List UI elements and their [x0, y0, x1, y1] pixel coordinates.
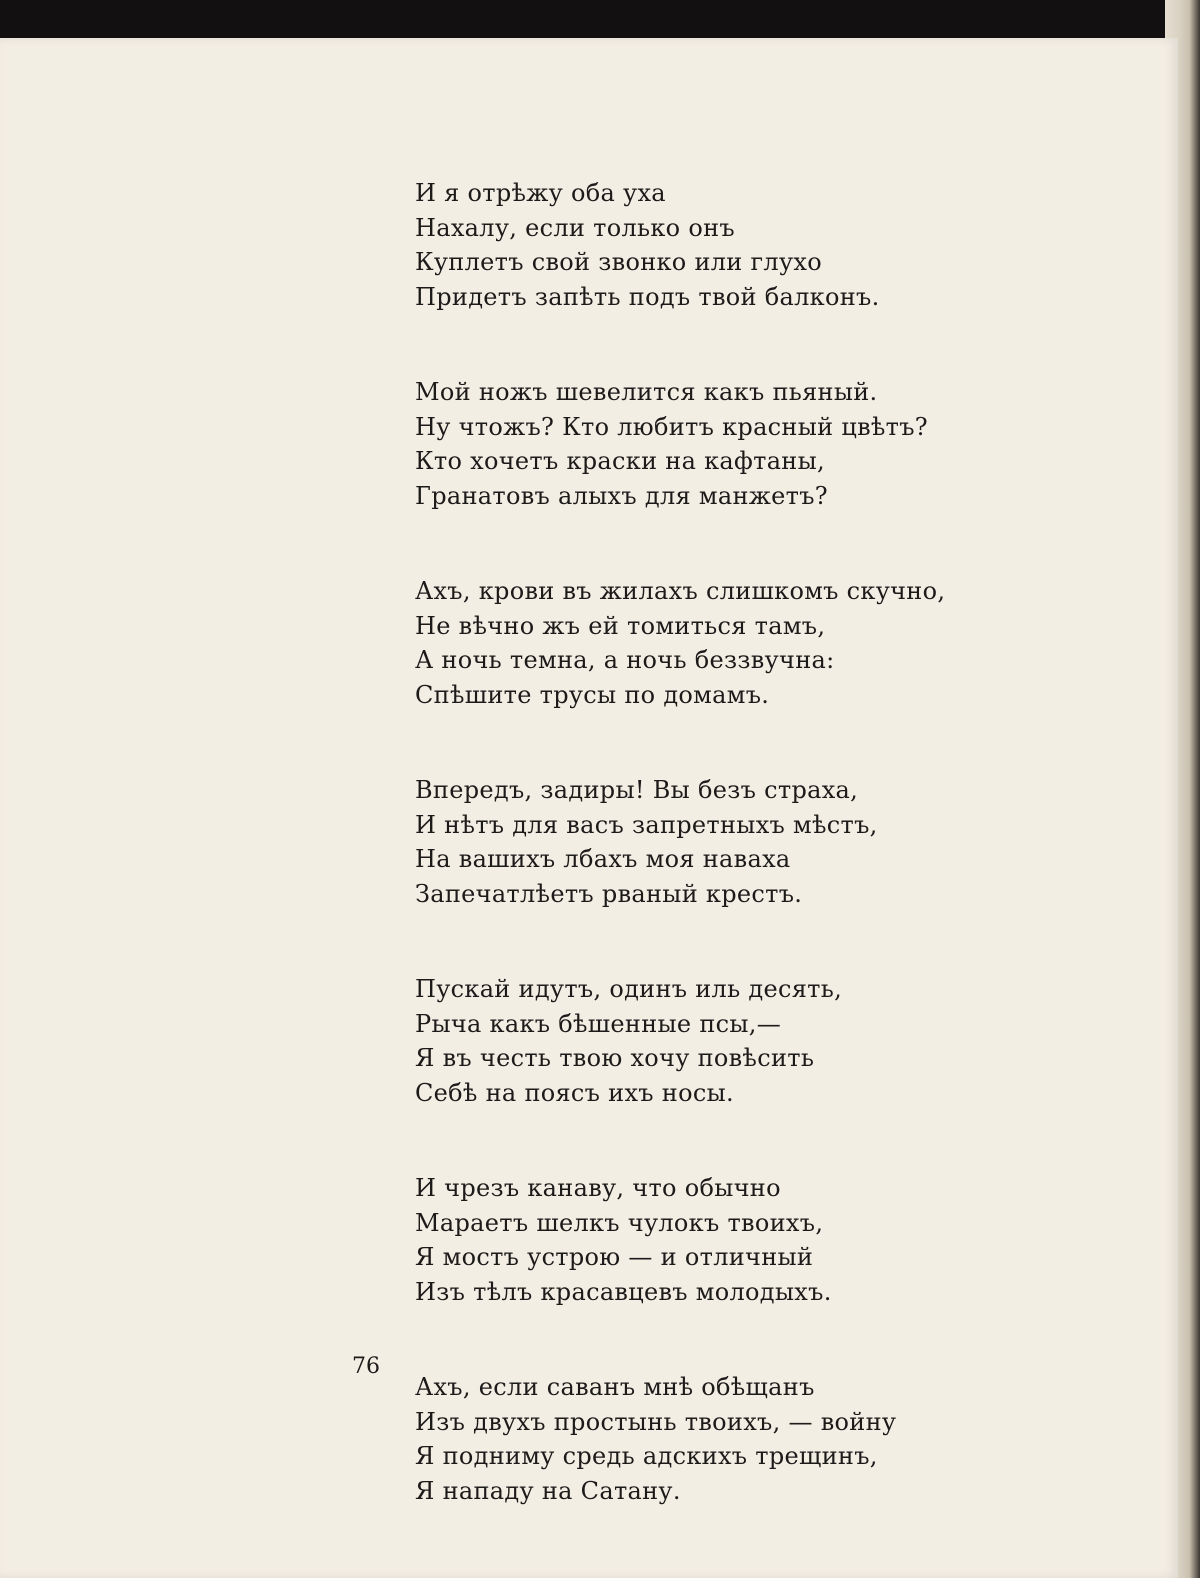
- poem-line: Куплетъ свой звонко или глухо: [415, 248, 822, 276]
- poem-line: И нѣтъ для васъ запретныхъ мѣстъ,: [415, 810, 878, 839]
- stanza: [415, 972, 1035, 1110]
- poem-line: И чрезъ канаву, что обычно: [415, 1174, 781, 1202]
- poem-line: Изъ тѣлъ красавцевъ молодыхъ.: [415, 1277, 832, 1306]
- stanza: [415, 574, 1035, 712]
- poem-line: А ночь темна, а ночь беззвучна:: [415, 646, 835, 674]
- poem-line: Ахъ, если саванъ мнѣ обѣщанъ: [415, 1373, 815, 1401]
- poem-line: Нахалу, если только онъ: [415, 213, 735, 242]
- stanza: [415, 1370, 1035, 1508]
- poem-line: Не вѣчно жъ ей томиться тамъ,: [415, 611, 826, 640]
- poem-line: Гранатовъ алыхъ для манжетъ?: [415, 481, 828, 510]
- poem-line: Пускай идутъ, одинъ иль десять,: [415, 975, 843, 1003]
- poem-line: Себѣ на поясъ ихъ носы.: [415, 1078, 734, 1107]
- stanza: [415, 375, 1035, 513]
- poem-line: Я нападу на Сатану.: [415, 1476, 681, 1505]
- poem-body: [415, 176, 1035, 1569]
- stanza: [415, 176, 1035, 314]
- poem-line: Придетъ запѣть подъ твой балконъ.: [415, 282, 880, 311]
- stanza: [415, 773, 1035, 911]
- page-number: 76: [352, 1354, 380, 1379]
- poem-line: Ну чтожъ? Кто любитъ красный цвѣтъ?: [415, 412, 928, 441]
- poem-line: Ахъ, крови въ жилахъ слишкомъ скучно,: [415, 577, 946, 605]
- poem-line: Мараетъ шелкъ чулокъ твоихъ,: [415, 1208, 824, 1237]
- poem-line: И я отрѣжу оба уха: [415, 179, 666, 207]
- poem-line: Впередъ, задиры! Вы безъ страха,: [415, 776, 859, 804]
- stanza: [415, 1171, 1035, 1309]
- poem-line: Я подниму средь адскихъ трещинъ,: [415, 1442, 878, 1470]
- poem-line: На вашихъ лбахъ моя наваха: [415, 845, 791, 873]
- poem-line: Я въ честь твою хочу повѣсить: [415, 1044, 815, 1072]
- poem-line: Рыча какъ бѣшенные псы,—: [415, 1009, 781, 1038]
- poem-line: Запечатлѣетъ рваный крестъ.: [415, 879, 803, 908]
- scan-top-border: [0, 0, 1200, 40]
- poem-line: Изъ двухъ простынь твоихъ, — войну: [415, 1407, 897, 1436]
- poem-line: Спѣшите трусы по домамъ.: [415, 680, 770, 709]
- poem-line: Мой ножъ шевелится какъ пьяный.: [415, 378, 878, 406]
- poem-line: Кто хочетъ краски на кафтаны,: [415, 447, 825, 475]
- poem-line: Я мостъ устрою — и отличный: [415, 1243, 814, 1271]
